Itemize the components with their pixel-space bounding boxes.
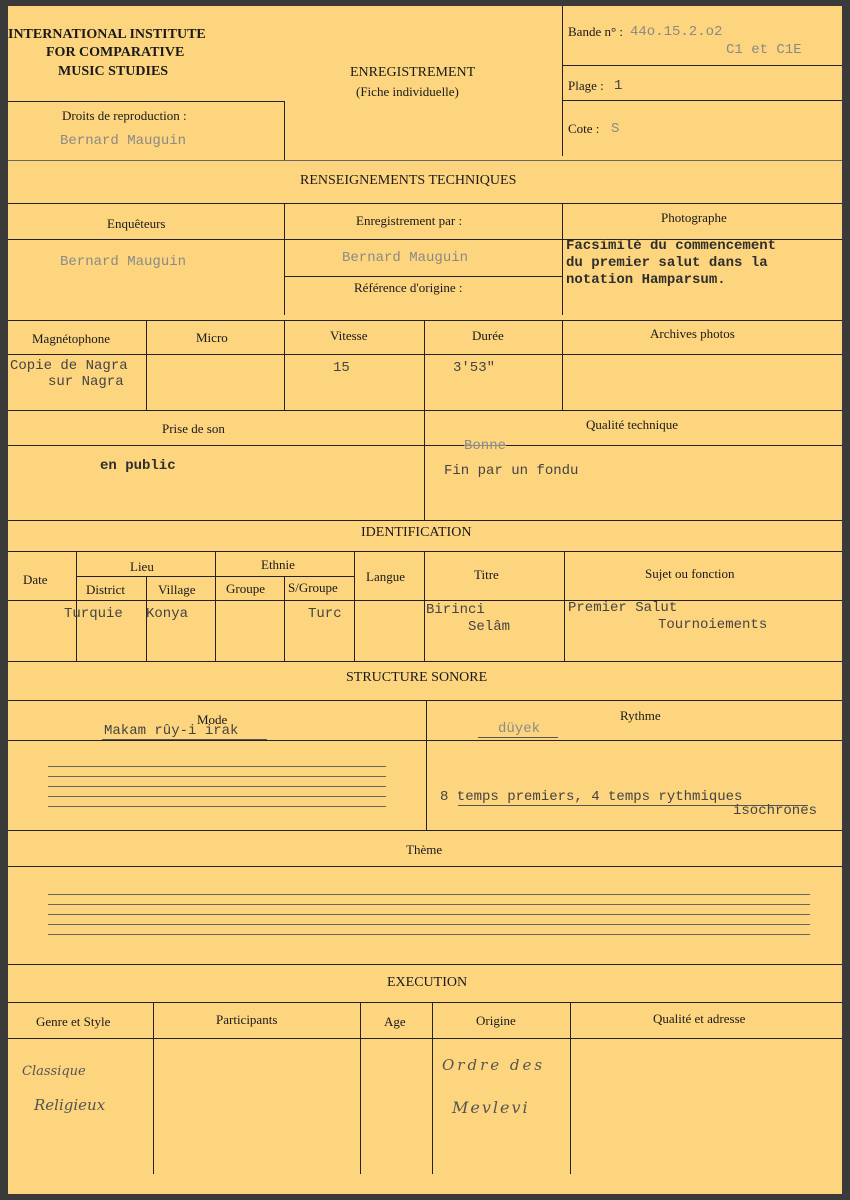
staff-line [48,914,810,915]
rule [8,700,842,701]
photographe-label: Photographe [661,210,727,225]
staff-line [48,786,386,787]
rule [8,445,842,446]
rule [562,6,563,156]
rule [8,964,842,965]
rythme-detail-1: 8 temps premiers, 4 temps rythmiques [440,789,743,805]
rule [8,866,842,867]
rule [284,576,285,661]
rule [153,1002,154,1174]
district-value: Turquie [64,606,123,622]
mode-label: Mode [197,712,228,727]
rule [8,740,842,741]
tech-section-title: RENSEIGNEMENTS TECHNIQUES [300,173,517,188]
enqueteurs-label: Enquêteurs [107,216,166,231]
staff-line [48,904,810,905]
cote-value: S [611,121,620,137]
rule [426,700,427,830]
rule [8,354,842,355]
sujet-label: Sujet ou fonction [645,566,735,581]
execution-section-title: EXECUTION [387,975,468,990]
rule [8,551,842,552]
enregistrement-label: Enregistrement par : [356,213,463,228]
qualite-technique-value: Bonne [464,438,507,454]
rule [8,160,842,161]
rule [8,1002,842,1003]
village-value: Konya [146,606,189,622]
staff-line [48,894,810,895]
rule [564,551,565,661]
vitesse-value: 15 [333,360,350,376]
plage-label: Plage : [568,78,604,93]
rule [432,1002,433,1174]
form-subtitle: (Fiche individuelle) [356,84,459,99]
rule [424,410,425,520]
duree-value: 3'53" [453,360,496,376]
qualite-adresse-label: Qualité et adresse [653,1011,746,1026]
structure-section-title: STRUCTURE SONORE [346,670,488,685]
bande-label: Bande n° : [568,24,624,39]
photographe-value-3: notation Hamparsum. [566,272,726,288]
sujet-value-1: Premier Salut [568,600,678,616]
rythme-detail-2: isochrones [733,803,818,819]
rule [284,203,285,315]
micro-label: Micro [196,330,228,345]
rule [146,320,147,410]
date-label: Date [23,572,48,587]
sujet-value-2: Tournoiements [658,617,768,633]
rule [8,830,842,831]
magnetophone-value-1: Copie de Nagra [10,358,128,374]
genre-value-1: Classique [22,1064,86,1079]
rule [570,1002,571,1174]
rights-label: Droits de reproduction : [62,108,187,123]
archives-photos-label: Archives photos [650,326,735,341]
rights-value: Bernard Mauguin [60,133,187,149]
rule [354,551,355,661]
vitesse-label: Vitesse [330,328,368,343]
origine-label: Origine [476,1013,516,1028]
village-label: Village [158,582,196,597]
bande-value: 44o.15.2.o2 [630,24,723,40]
form-title: ENREGISTREMENT [350,65,476,80]
photographe-value-1: Facsimilé du commencement [566,238,777,254]
rule [424,320,425,410]
qualite-technique-note: Fin par un fondu [444,463,579,479]
rule [360,1002,361,1174]
rule [562,320,563,410]
langue-label: Langue [366,569,405,584]
staff-line [48,934,810,935]
rule [478,737,558,738]
rule [8,410,842,411]
participants-label: Participants [216,1012,278,1027]
rule [562,65,842,66]
district-label: District [86,582,125,597]
plage-value: 1 [614,78,623,94]
rule [8,520,842,521]
rule [285,276,562,277]
photographe-value-2: du premier salut dans la [566,255,768,271]
ethnie-label: Ethnie [261,557,295,572]
rule [562,100,842,101]
magnetophone-label: Magnétophone [32,331,110,346]
rule [215,551,216,661]
rythme-label: Rythme [620,708,661,723]
rythme-value: düyek [498,721,541,737]
sous-groupe-label: S/Groupe [288,580,338,595]
origine-value-2: Mevlevi [452,1098,530,1117]
magnetophone-value-2: sur Nagra [48,374,124,390]
staff-line [48,766,386,767]
titre-value-1: Birinci [426,602,485,618]
rule [8,203,842,204]
prise-de-son-value: en public [100,458,176,474]
staff-line [48,806,386,807]
titre-label: Titre [474,567,499,582]
age-label: Age [384,1014,406,1029]
staff-line [48,924,810,925]
reference-label: Référence d'origine : [354,280,463,295]
rule [8,320,842,321]
rule [284,101,285,161]
institute-line-1: INTERNATIONAL INSTITUTE [8,27,206,42]
groupe-label: Groupe [226,581,265,596]
origine-value-1: Ordre des [442,1056,546,1074]
lieu-label: Lieu [130,559,154,574]
identification-section-title: IDENTIFICATION [361,525,472,540]
staff-line [48,796,386,797]
institute-line-2: FOR COMPARATIVE [46,45,185,60]
mode-value: Makam rûy-i irak [104,723,239,739]
enregistrement-value: Bernard Mauguin [342,250,469,266]
theme-label: Thème [406,842,443,857]
bande-value-2: C1 et C1E [726,42,802,58]
genre-value-2: Religieux [34,1096,106,1114]
langue-value: Turc [308,606,342,622]
rule [8,661,842,662]
rule [562,203,563,315]
record-card [8,6,842,1194]
qualite-technique-label: Qualité technique [586,417,679,432]
prise-de-son-label: Prise de son [162,421,225,436]
rule [8,1038,842,1039]
cote-label: Cote : [568,121,600,136]
enqueteurs-value: Bernard Mauguin [60,254,187,270]
duree-label: Durée [472,328,504,343]
staff-line [48,776,386,777]
rule [284,320,285,410]
institute-line-3: MUSIC STUDIES [58,64,169,79]
titre-value-2: Selâm [468,619,511,635]
rule [424,551,425,661]
rule [8,600,842,601]
rule [8,101,285,102]
genre-style-label: Genre et Style [36,1014,111,1029]
